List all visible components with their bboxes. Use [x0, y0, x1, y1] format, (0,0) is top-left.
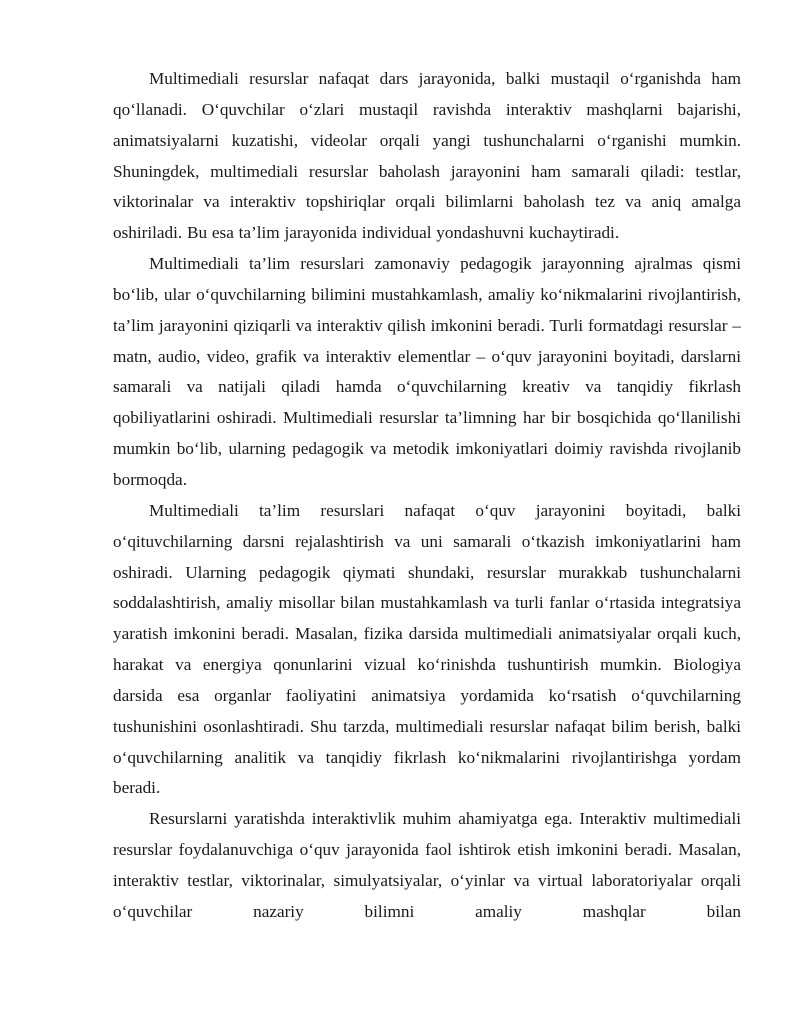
paragraph-interactivity: Resurslarni yaratishda interaktivlik muhim ahamiyatga ega. Interaktiv multimediali resurslar foydalanuvchiga o‘quv jarayonida faol ishtirok etish imkonini beradi. Masalan, interaktiv testlar, viktorinalar, simulyatsiyalar, o‘yinlar va virtual laboratoriyalar orqali o‘quvchilar nazariy bilimni amaliy mashqlar bilan [113, 809, 741, 921]
paragraph-pedagogical-value: Multimediali ta’lim resurslari nafaqat o‘quv jarayonini boyitadi, balki o‘qituvchilarning darsni rejalashtirish va uni samarali o‘tkazish imkoniyatlarini ham oshiradi. Ularning pedagogik qiymati shundaki, resurslar murakkab tushunchalarni soddalashtirish, amaliy misollar bilan mustahkamlash va turli fanlar o‘rtasida integratsiya yaratish imkonini beradi. Masalan, fizika darsida multimediali animatsiyalar orqali kuch, harakat va energiya qonunlarini vizual ko‘rinishda tushuntirish mumkin. Biologiya darsida esa organlar faoliyatini animatsiya yordamida ko‘rsatish o‘quvchilarning tushunishini osonlashtiradi. Shu tarzda, multimediali resurslar nafaqat bilim berish, balki o‘quvchilarning analitik va tanqidiy fikrlash ko‘nikmalarini rivojlantirishga yordam beradi. [113, 500, 741, 798]
document-body [113, 64, 741, 928]
paragraph-multimedia-resources-role: Multimediali ta’lim resurslari zamonaviy pedagogik jarayonning ajralmas qismi bo‘lib, ular o‘quvchilarning bilimini mustahkamlash, amaliy ko‘nikmalarini rivojlantirish, ta’lim jarayonini qiziqarli va interaktiv qilish imkonini beradi. Turli formatdagi resurslar – matn, audio, video, grafik va interaktiv elementlar – o‘quv jarayonini boyitadi, darslarni samarali va natijali qiladi hamda o‘quvchilarning kreativ va tanqidiy fikrlash qobiliyatlarini oshiradi. Multimediali resurslar ta’limning har bir bosqichida qo‘llanilishi mumkin bo‘lib, ularning pedagogik va metodik imkoniyatlari doimiy ravishda rivojlanib bormoqda. [113, 254, 741, 489]
paragraph-self-study-assessment: Multimediali resurslar nafaqat dars jarayonida, balki mustaqil o‘rganishda ham qo‘llanadi. O‘quvchilar o‘zlari mustaqil ravishda interaktiv mashqlarni bajarishi, animatsiyalarni kuzatishi, videolar orqali yangi tushunchalarni o‘rganishi mumkin. Shuningdek, multimediali resurslar baholash jarayonini ham samarali qiladi: testlar, viktorinalar va interaktiv topshiriqlar orqali bilimlarni baholash tez va aniq amalga oshiriladi. Bu esa ta’lim jarayonida individual yondashuvni kuchaytiradi. [113, 69, 741, 243]
